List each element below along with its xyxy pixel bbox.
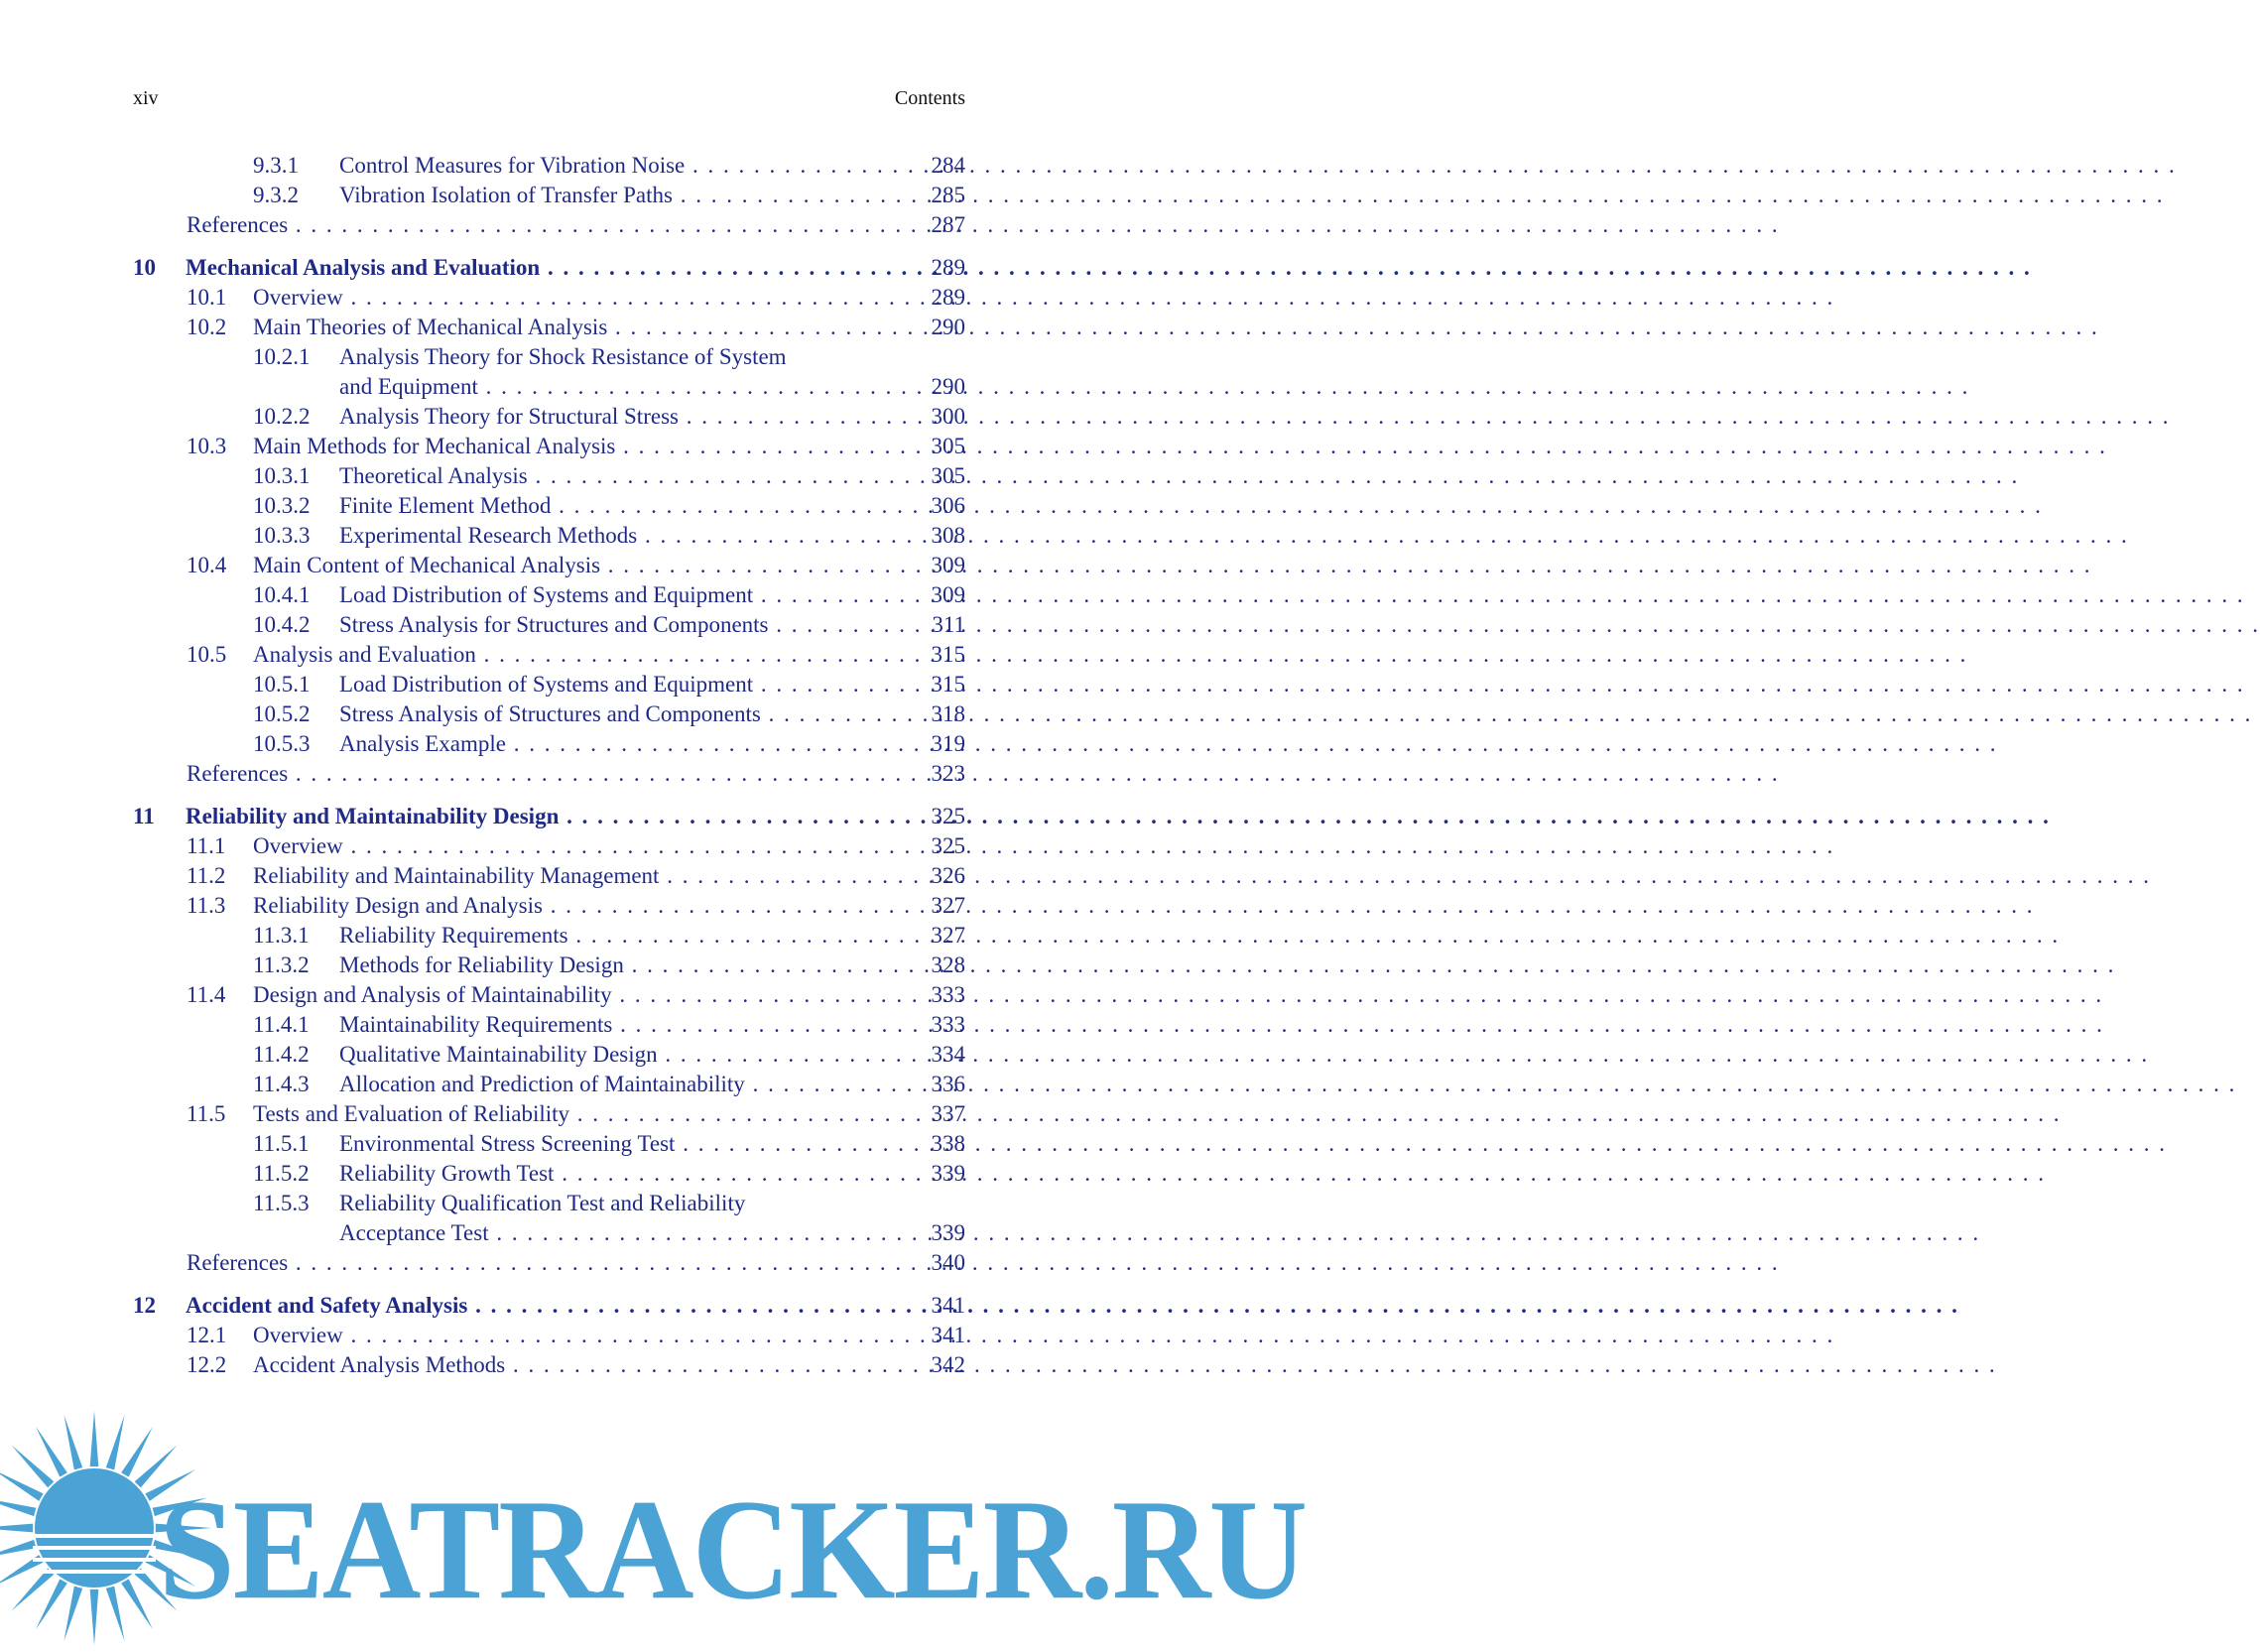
toc-entry-page: 334 [931,1042,965,1067]
toc-entry[interactable] [133,372,965,402]
toc-entry[interactable] [133,729,965,759]
toc-entry[interactable] [133,521,965,551]
toc-entry-title: References . . . [187,210,904,240]
toc-entry-title: Analysis Theory for Structural Stress . . . [339,402,904,432]
sun-ray [36,1579,67,1629]
toc-entry-page: 337 [931,1101,965,1126]
toc-entry[interactable] [133,1070,965,1099]
toc-entry-title: Methods for Reliability Design . . . [339,951,904,980]
toc-entry-page: 311 [932,612,965,637]
toc-entry[interactable] [133,921,965,951]
toc-entry[interactable] [133,670,965,699]
toc-entry-page: 309 [931,553,965,577]
toc-entry-page: 328 [931,953,965,977]
toc-entry-page: 315 [931,672,965,697]
toc-entry-number: 11 [133,804,155,828]
toc-chapter-entry[interactable] [133,253,965,283]
sun-stripe [33,1558,156,1562]
toc-entry-number: 10.4.1 [253,582,311,607]
sun-stripe [33,1534,156,1538]
toc-entry-number: 9.3.1 [253,153,299,178]
toc-entry-title: Reliability Design and Analysis . . . [253,891,904,921]
toc-entry-page: 318 [931,701,965,726]
toc-entry[interactable] [133,1010,965,1040]
toc-entry-title: Main Content of Mechanical Analysis . . . [253,551,904,580]
toc-entry-title: References . . . [187,759,904,789]
toc-entry-number: 12.1 [187,1323,227,1347]
toc-entry-number: 10.5.2 [253,701,311,726]
toc-entry[interactable] [133,432,965,461]
toc-entry-page: 308 [931,523,965,548]
toc-entry-page: 309 [931,582,965,607]
toc-entry-page: 284 [931,153,965,178]
toc-entry-title: Mechanical Analysis and Evaluation . . . [186,253,904,283]
toc-entry-number: 10.3.2 [253,493,311,518]
toc-entry-page: 342 [931,1352,965,1377]
toc-entry-number: 9.3.2 [253,183,299,207]
toc-entry-title: Maintainability Requirements . . . [339,1010,904,1040]
toc-entry-number: 11.4 [187,982,226,1007]
toc-entry-title: Accident and Safety Analysis . . . [186,1291,904,1321]
toc-entry-page: 327 [931,893,965,918]
toc-entry-title: Reliability Qualification Test and Reliability [339,1191,746,1215]
toc-entry[interactable] [133,861,965,891]
toc-references-entry[interactable] [133,210,965,240]
toc-entry-number: 11.5.1 [253,1131,310,1156]
toc-entry-number: 11.4.2 [253,1042,310,1067]
sun-ray [36,1427,67,1477]
toc-entry-number: 11.1 [187,833,226,858]
sun-ray [0,1497,36,1516]
toc-entry-page: 285 [931,183,965,207]
sun-ray [63,1587,82,1641]
toc-entry-page: 306 [931,493,965,518]
toc-entry[interactable] [133,640,965,670]
toc-entry-title: Experimental Research Methods . . . [339,521,904,551]
toc-entry-title: Main Methods for Mechanical Analysis . . . [253,432,904,461]
toc-entry-page: 287 [931,212,965,237]
toc-entry-number: 10.2.1 [253,344,311,369]
toc-entry-title: Load Distribution of Systems and Equipment . . . [339,670,904,699]
toc-entry-title: Reliability and Maintainability Design . . . [186,802,904,831]
sun-ray [121,1427,153,1477]
toc-entry[interactable] [133,402,965,432]
toc-references-entry[interactable] [133,759,965,789]
toc-entry-number: 11.3.1 [253,923,310,948]
toc-entry-page: 341 [931,1293,965,1318]
toc-entry-title: Overview . . . [253,831,904,861]
sun-ray [106,1587,125,1641]
toc-entry[interactable] [133,181,965,210]
toc-entry-page: 305 [931,434,965,458]
toc-entry[interactable] [133,461,965,491]
toc-entry-title: Overview . . . [253,1321,904,1350]
toc-entry-number: 10.5.3 [253,731,311,756]
toc-entry-title: Control Measures for Vibration Noise . . . [339,151,904,181]
toc-entry-title: Theoretical Analysis . . . [339,461,904,491]
sun-ray [0,1540,36,1559]
toc-entry-page: 290 [931,374,965,399]
toc-entry[interactable] [133,831,965,861]
toc-entry-title: Analysis and Evaluation . . . [253,640,904,670]
toc-entry-title: Environmental Stress Screening Test . . . [339,1129,904,1159]
toc-entry-title: Load Distribution of Systems and Equipment . . . [339,580,904,610]
toc-entry-page: 333 [931,1012,965,1037]
toc-entry-title: Overview . . . [253,283,904,313]
toc-entry-page: 290 [931,315,965,339]
toc-entry-number: 12.2 [187,1352,227,1377]
toc-entry[interactable] [133,283,965,313]
toc-entry[interactable] [133,891,965,921]
toc-entry-page: 340 [931,1250,965,1275]
toc-entry-number: 11.4.3 [253,1072,310,1096]
toc-entry-title: Stress Analysis for Structures and Components . . . [339,610,904,640]
toc-entry[interactable] [133,551,965,580]
toc-entry-number: 12 [133,1293,156,1318]
toc-entry[interactable] [133,1099,965,1129]
toc-entry[interactable] [133,610,965,640]
toc-entry-page: 341 [931,1323,965,1347]
toc-entry-title: Stress Analysis of Structures and Components . . . [339,699,904,729]
toc-entry-number: 10.4.2 [253,612,311,637]
sun-stripe [33,1546,156,1550]
toc-entry[interactable] [133,491,965,521]
toc-entry-title: Vibration Isolation of Transfer Paths . . . [339,181,904,210]
toc-entry[interactable] [133,1321,965,1350]
toc-entry-title: Analysis Theory for Shock Resistance of System [339,344,787,369]
toc-entry[interactable] [133,699,965,729]
running-header [0,87,1089,113]
toc-entry-number: 10.2.2 [253,404,311,429]
toc-entry-page: 319 [931,731,965,756]
toc-entry-page: 325 [931,804,965,828]
toc-entry-title: Accident Analysis Methods . . . [253,1350,904,1380]
toc-entry-number: 11.5.3 [253,1191,310,1215]
toc-entry-title: Main Theories of Mechanical Analysis . . . [253,313,904,342]
sun-ray [121,1579,153,1629]
toc-entry[interactable] [133,342,965,372]
toc-entry-number: 10.3.1 [253,463,311,488]
toc-entry-number: 10.5.1 [253,672,311,697]
toc-entry-page: 289 [931,255,965,280]
toc-entry-title: References . . . [187,1248,904,1278]
toc-entry-number: 11.2 [187,863,226,888]
toc-entry-page: 338 [931,1131,965,1156]
toc-chapter-entry[interactable] [133,1291,965,1321]
toc-entry-number: 11.3 [187,893,226,918]
toc-entry-title: Reliability and Maintainability Management . . . [253,861,904,891]
toc-entry-page: 289 [931,285,965,310]
toc-entry[interactable] [133,1159,965,1189]
toc-entry-title: and Equipment . . . [339,372,904,402]
sun-ray [0,1524,33,1533]
toc-entry-page: 323 [931,761,965,786]
toc-entry-number: 10.5 [187,642,227,667]
toc-entry-number: 10.3.3 [253,523,311,548]
watermark-text: SEATRACKER.RU [159,1469,1307,1629]
toc-entry-title: Tests and Evaluation of Reliability . . . [253,1099,904,1129]
toc-entry-title: Finite Element Method . . . [339,491,904,521]
table-of-contents [133,151,965,1380]
toc-entry-page: 325 [931,833,965,858]
toc-entry-title: Qualitative Maintainability Design . . . [339,1040,904,1070]
toc-entry-title: Acceptance Test . . . [339,1218,904,1248]
toc-entry-page: 333 [931,982,965,1007]
running-title: Contents [894,87,965,109]
toc-entry-number: 11.4.1 [253,1012,310,1037]
toc-entry-number: 10.2 [187,315,227,339]
sun-ray [90,1411,99,1466]
toc-entry[interactable] [133,1129,965,1159]
sun-ray [12,1569,55,1611]
sun-ray [12,1446,55,1488]
toc-entry-number: 11.5 [187,1101,226,1126]
toc-entry-page: 339 [931,1161,965,1186]
toc-references-entry[interactable] [133,1248,965,1278]
toc-entry[interactable] [133,1040,965,1070]
toc-chapter-entry[interactable] [133,802,965,831]
toc-entry[interactable] [133,1350,965,1380]
toc-entry-title: Allocation and Prediction of Maintainability . . . [339,1070,904,1099]
toc-entry-page: 339 [931,1220,965,1245]
toc-entry-page: 300 [931,404,965,429]
toc-entry[interactable] [133,951,965,980]
toc-entry-page: 305 [931,463,965,488]
toc-entry-number: 10.3 [187,434,227,458]
toc-entry-number: 10 [133,255,156,280]
toc-entry-title: Analysis Example . . . [339,729,904,759]
toc-entry-page: 336 [931,1072,965,1096]
toc-entry-title: Reliability Growth Test . . . [339,1159,904,1189]
toc-entry[interactable] [133,580,965,610]
toc-entry-title: Reliability Requirements . . . [339,921,904,951]
toc-entry[interactable] [133,1189,965,1218]
toc-entry-page: 327 [931,923,965,948]
toc-entry-number: 10.1 [187,285,227,310]
toc-entry-page: 326 [931,863,965,888]
toc-entry-number: 10.4 [187,553,227,577]
sun-ray [106,1415,125,1469]
toc-entry[interactable] [133,980,965,1010]
sun-ray [90,1589,99,1645]
sun-ray [63,1415,82,1469]
toc-entry-number: 11.5.2 [253,1161,310,1186]
toc-entry[interactable] [133,151,965,181]
sun-stripe [33,1570,156,1574]
page-number: xiv [133,87,159,109]
toc-entry-number: 11.3.2 [253,953,310,977]
toc-entry[interactable] [133,1218,965,1248]
toc-entry[interactable] [133,313,965,342]
toc-entry-title: Design and Analysis of Maintainability . . . [253,980,904,1010]
toc-entry-page: 315 [931,642,965,667]
